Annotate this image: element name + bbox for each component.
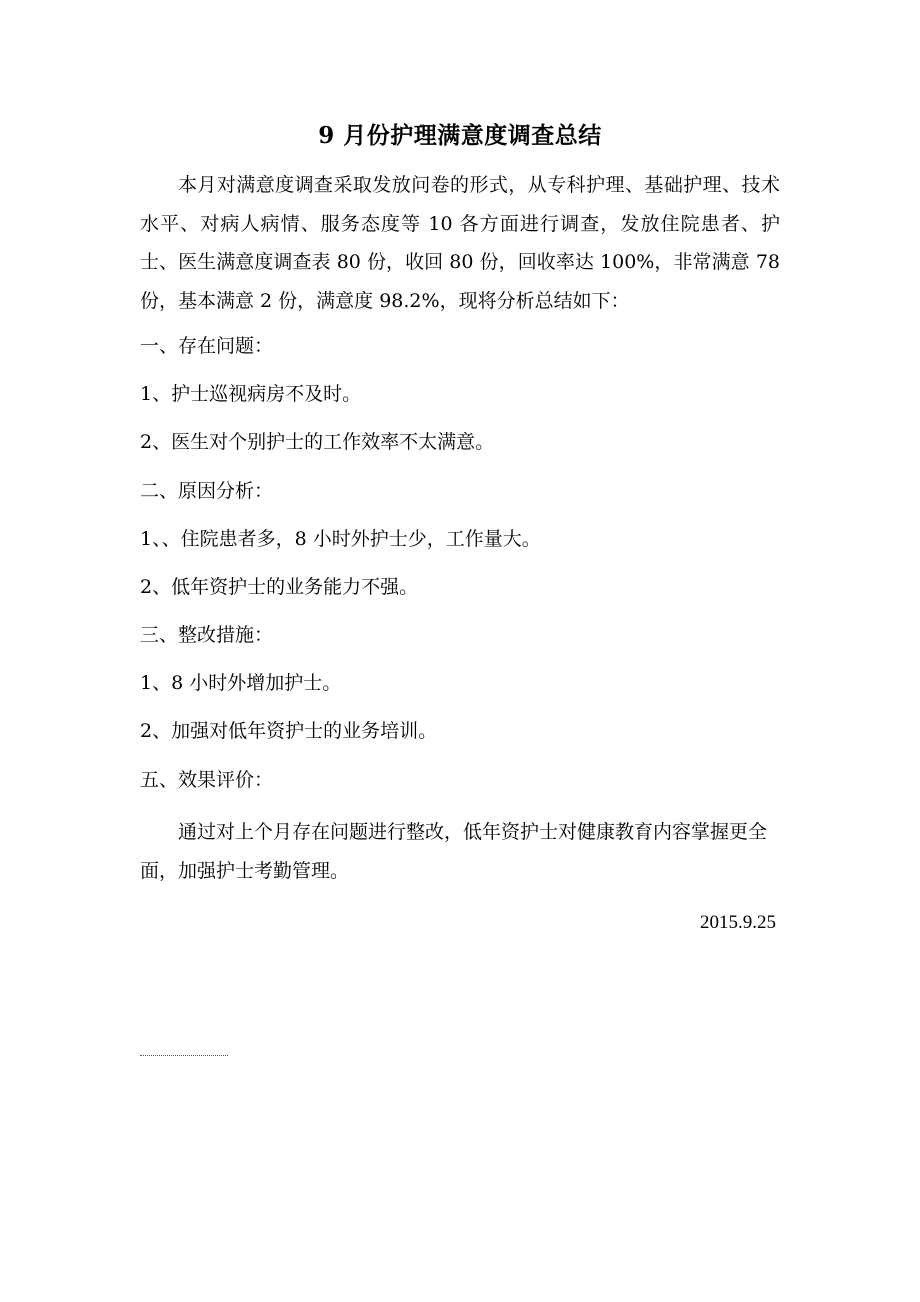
list-item-measure-2: 2、加强对低年资护士的业务培训。 (140, 720, 438, 742)
list-item-cause-2: 2、低年资护士的业务能力不强。 (140, 576, 419, 598)
document-title: 9 月份护理满意度调查总结 (318, 122, 602, 149)
document-date: 2015.9.25 (700, 912, 776, 933)
intro-paragraph: 本月对满意度调查采取发放问卷的形式，从专科护理、基础护理、技术水平、对病人病情、服务态度等 10 各方面进行调查，发放住院患者、护士、医生满意度调查表 80 份，收回 80 份，回收率达 100%，非常满意 78 份，基本满意 2 份，满意度 98.2%，现将分析总结如下： (140, 174, 780, 312)
section-heading-causes: 二、原因分析： (140, 480, 274, 502)
section-heading-effect: 五、效果评价： (140, 769, 274, 791)
list-item-cause-1: 1、、住院患者多，8 小时外护士少，工作量大。 (140, 528, 541, 550)
section-heading-problems: 一、存在问题： (140, 335, 274, 357)
section-heading-measures: 三、整改措施： (140, 624, 274, 646)
list-item-problem-2: 2、医生对个别护士的工作效率不太满意。 (140, 431, 495, 453)
effect-paragraph: 通过对上个月存在问题进行整改，低年资护士对健康教育内容掌握更全面，加强护士考勤管理。 (140, 821, 768, 882)
footnote-divider (140, 1055, 228, 1056)
list-item-measure-1: 1、8 小时外增加护士。 (140, 672, 342, 694)
list-item-problem-1: 1、护士巡视病房不及时。 (140, 383, 362, 405)
